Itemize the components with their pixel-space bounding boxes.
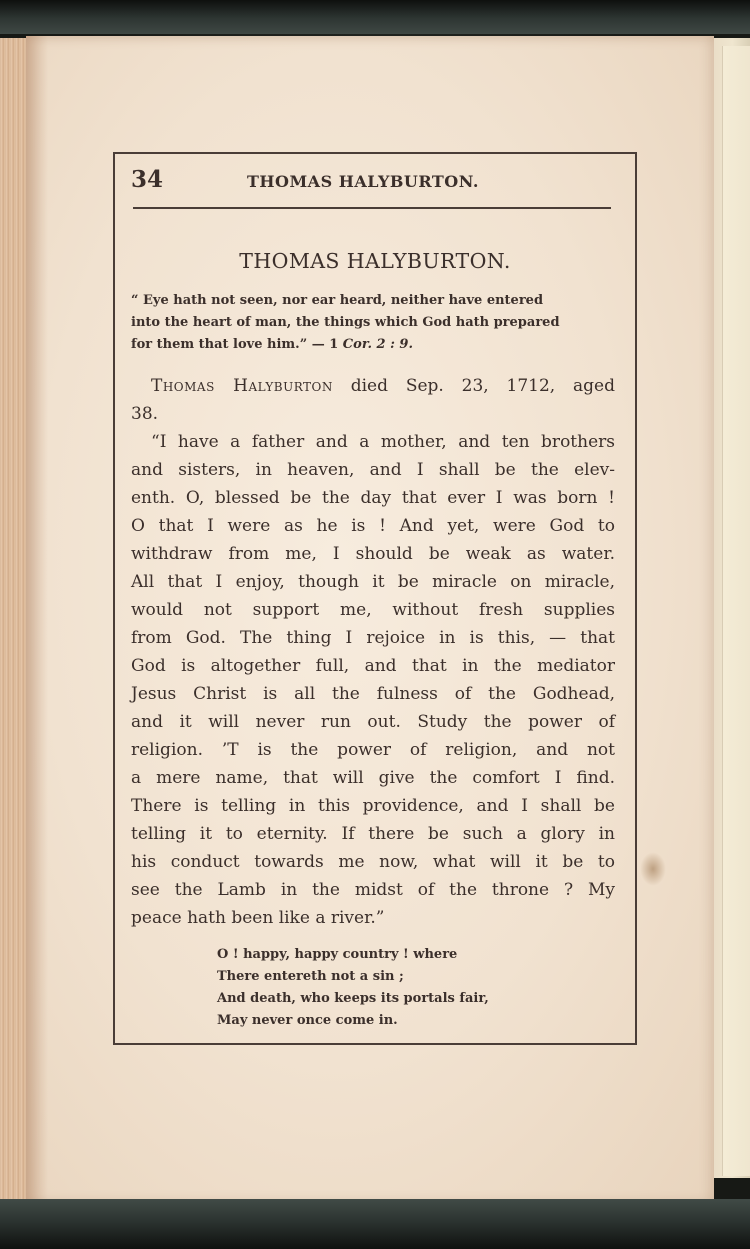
epigraph-line: “ Eye hath not seen, nor ear heard, neither have entered <box>131 293 544 308</box>
body-line: God is altogether full, and that in the mediator <box>131 656 615 676</box>
page-number: 34 <box>131 166 164 193</box>
next-page-surface <box>722 46 750 1176</box>
epigraph-reference: Cor. 2 : 9. <box>342 337 413 352</box>
chapter-title: THOMAS HALYBURTON. <box>239 249 511 273</box>
body-line: a mere name, that will give the comfort I find. <box>131 768 615 788</box>
running-head <box>131 166 613 196</box>
body-line: and sisters, in heaven, and I shall be the elev- <box>131 460 615 480</box>
epigraph <box>131 290 615 356</box>
running-title: THOMAS HALYBURTON. <box>247 172 479 191</box>
verse-line: O ! happy, happy country ! where <box>217 947 458 962</box>
verse-line: There entereth not a sin ; <box>217 969 404 984</box>
body-line: would not support me, without fresh supplies <box>131 600 615 620</box>
text-frame <box>113 152 637 1045</box>
body-line: enth. O, blessed be the day that ever I was born ! <box>131 488 615 508</box>
body-line: from God. The thing I rejoice in is this, — that <box>131 628 615 648</box>
epigraph-line <box>131 334 615 356</box>
epigraph-line-text: for them that love him.” — 1 <box>131 337 339 352</box>
body-line: see the Lamb in the midst of the throne ? My <box>131 880 615 900</box>
body-line: peace hath been like a river.” <box>131 908 385 928</box>
header-rule <box>133 207 611 209</box>
body-line: telling it to eternity. If there be such a glory in <box>131 824 615 844</box>
body-line: “I have a father and a mother, and ten brothers <box>151 432 615 452</box>
verse-line: May never once come in. <box>217 1013 398 1028</box>
opening-text: died Sep. 23, 1712, aged <box>350 376 615 396</box>
body-line: religion. ’T is the power of religion, and not <box>131 740 615 760</box>
book-cover-bottom-edge <box>0 1199 750 1249</box>
body-line: Jesus Christ is all the fulness of the Godhead, <box>131 684 615 704</box>
body-line-opening <box>131 372 615 400</box>
body-line: O that I were as he is ! And yet, were God to <box>131 516 615 536</box>
body-line: There is telling in this providence, and I shall be <box>131 796 615 816</box>
body-line: 38. <box>131 404 159 424</box>
body-line: and it will never run out. Study the power of <box>131 712 615 732</box>
subject-name: Thomas Halyburton <box>151 376 333 396</box>
body-line: withdraw from me, I should be weak as water. <box>131 544 615 564</box>
verse <box>217 944 489 1032</box>
body-line: his conduct towards me now, what will it be to <box>131 852 615 872</box>
page-gutter-shadow <box>26 36 48 1204</box>
book-cover-top-edge <box>0 0 750 34</box>
body-text <box>131 372 615 932</box>
verse-line: And death, who keeps its portals fair, <box>217 991 489 1006</box>
paper-stain <box>640 852 666 886</box>
epigraph-line: into the heart of man, the things which God hath prepared <box>131 315 560 330</box>
body-line: All that I enjoy, though it be miracle on miracle, <box>131 572 615 592</box>
